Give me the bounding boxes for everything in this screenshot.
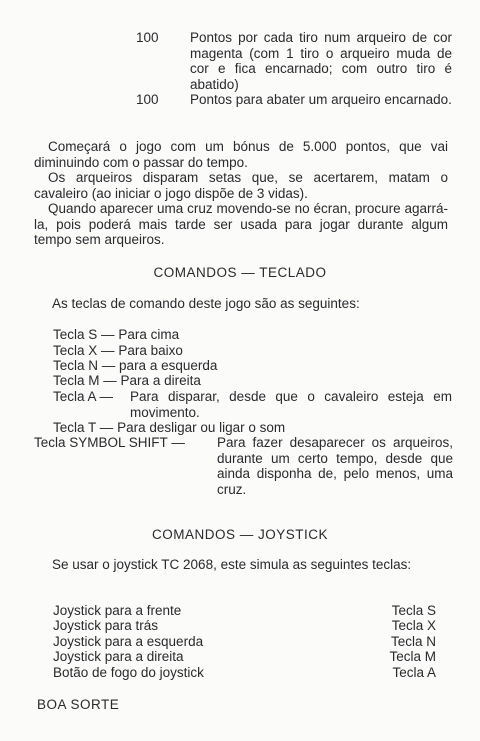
key-action: Para fazer desaparecer os arqueiros, durante um certo tempo, desde que ainda disponha de, pelo menos, uma cruz. xyxy=(217,435,453,497)
joystick-key: Tecla S xyxy=(391,603,436,618)
key-action: Para cima xyxy=(118,327,180,342)
points-value: 100 xyxy=(136,92,159,107)
joystick-key: Tecla N xyxy=(390,634,436,649)
joystick-key: Tecla X xyxy=(391,618,436,633)
key-separator: — xyxy=(101,343,115,358)
keyboard-heading: COMANDOS — TECLADO xyxy=(153,265,327,280)
points-description: Pontos por cada tiro num arqueiro de cor magenta (com 1 tiro o arqueiro muda de cor e fica encarnado; com outro tiro é abatido) xyxy=(190,30,452,92)
key-action: Para baixo xyxy=(118,343,183,358)
joystick-key: Tecla A xyxy=(392,665,436,680)
key-row xyxy=(53,420,285,436)
key-row xyxy=(53,327,179,343)
joystick-action: Joystick para a esquerda xyxy=(53,634,204,649)
points-description: Pontos para abater um arqueiro encarnado. xyxy=(190,92,452,107)
joystick-intro: Se usar o joystick TC 2068, este simula as seguintes teclas: xyxy=(52,557,412,572)
intro-paragraph: Quando aparecer uma cruz movendo-se no écran, procure agarrá-la, pois poderá mais tarde ser usada para jogar durante algum tempo sem arqueiros. xyxy=(34,201,448,247)
joystick-key: Tecla M xyxy=(389,649,436,664)
key-name: Tecla T xyxy=(53,420,97,435)
joystick-action: Botão de fogo do joystick xyxy=(53,665,204,680)
key-separator: — xyxy=(103,373,117,388)
key-row xyxy=(53,343,183,359)
intro-paragraph: Os arqueiros disparam setas que, se acertarem, matam o cavaleiro (ao iniciar o jogo dispõe de 3 vidas). xyxy=(34,170,448,201)
key-name: Tecla SYMBOL SHIFT — xyxy=(34,435,185,450)
key-action: para a esquerda xyxy=(119,358,218,373)
key-name: Tecla A — xyxy=(53,389,114,404)
key-row xyxy=(53,373,201,389)
key-name: Tecla S xyxy=(53,327,98,342)
joystick-action: Joystick para trás xyxy=(53,618,159,633)
points-value: 100 xyxy=(136,30,159,45)
key-name: Tecla N xyxy=(53,358,99,373)
keyboard-intro: As teclas de comando deste jogo são as seguintes: xyxy=(52,296,360,311)
key-row xyxy=(53,358,217,374)
key-action: Para disparar, desde que o cavaleiro esteja em movimento. xyxy=(130,389,452,420)
intro-paragraph: Começará o jogo com um bónus de 5.000 pontos, que vai diminuindo com o passar do tempo. xyxy=(34,139,448,170)
key-name: Tecla X xyxy=(53,343,98,358)
key-separator: — xyxy=(101,358,116,373)
key-action: Para a direita xyxy=(120,373,201,388)
key-separator: — xyxy=(99,420,114,435)
joystick-heading: COMANDOS — JOYSTICK xyxy=(151,527,328,542)
key-name: Tecla M xyxy=(53,373,100,388)
joystick-action: Joystick para a direita xyxy=(53,649,184,664)
key-action: Para desligar ou ligar o som xyxy=(117,420,286,435)
key-separator: — xyxy=(101,327,115,342)
closing-text: BOA SORTE xyxy=(37,697,120,712)
joystick-action: Joystick para a frente xyxy=(53,603,182,618)
